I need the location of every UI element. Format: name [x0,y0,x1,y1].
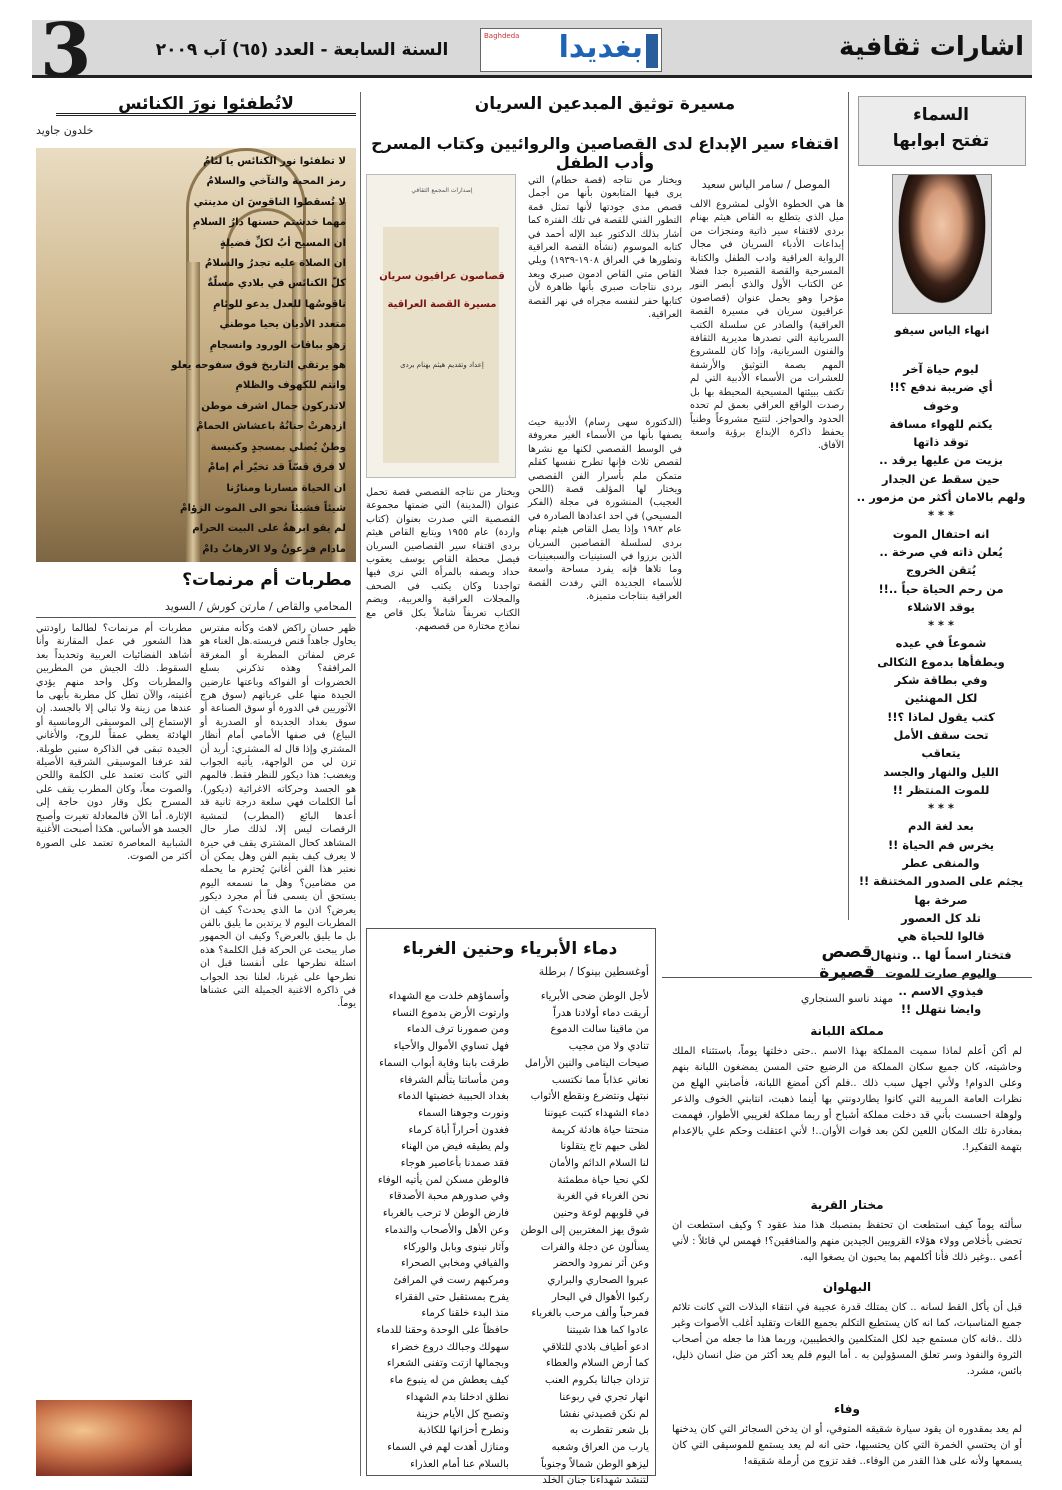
article-subheadline: اقتفاء سير الإبداع لدى القصاصين والروائيين وكتاب المسرح وأدب الطفل [371,134,839,172]
poem-line: واليوم صارت للموت [885,965,997,980]
poem-line: صرخة بها [914,892,968,907]
poem-line: أريقت دماء أولادنا هدراً [553,1007,649,1019]
issue-line: السنة السابعة - العدد (٦٥) آب ٢٠٠٩ [155,40,449,60]
poem-line: ويطفأها بدموع الثكالى [877,654,1005,669]
sky-poem-article [852,92,1032,1017]
poem-line: ليزهو الوطن شمالاً وجنوباً [540,1458,649,1470]
poem-line: في قلوبهم لوعة وحنين [553,1208,649,1220]
poem-line: من رحم الحياة حياً ..!! [878,581,1004,596]
poem-line: لكي نحيا حياة مطمئنة [557,1174,649,1186]
poem-line: تلد كل العصور [901,910,981,925]
poem-line: وأسماؤهم خلدت مع الشهداء [388,991,509,1002]
poem-line: لظى حبهم تاج يتقلونا [560,1141,649,1153]
poem-author: أوغسطين بينوكا / برطلة [538,965,649,978]
poem-line: توقد ذاتها [913,435,969,450]
poem-line: سهولك وجبالك دروع خضراء [391,1341,509,1353]
poem-title: دماء الأبرياء وحنين الغرباء [402,939,618,959]
poem-line: كيف يعطش من له ينبوع ماء [389,1375,509,1387]
poem-line: انه احتفال الموت [892,526,990,541]
poem-line: كما أرض السلام والعطاء [545,1358,649,1370]
poem-line: مهما خدشتم حسنها دارُ السلامِ [192,217,346,229]
book-subtitle: مسيرة القصة العراقية [387,299,497,310]
poem-line: لاتدركون جمال اشرف موطن [201,400,346,412]
article-byline: المحامي والقاص / مارتن كورش / السويد [36,600,356,618]
story-body: قبل أن يأكل القط لسانه .. كان يمتلك قدرة عجيبة في انتقاء البذلات التي كانت تلائم جميع المناسبات، كما انه كان يستطيع التكلم بجميع اللغات وتقليد أغلب الأصوات وغير ذلك ..فانه كان مستمع جيد لكل المتكلمين والخطيبين، وربما هذا ما جعله من أصحاب الثروة والنفوذ وسر تعلق المسؤولين به . أما اليوم فلم يعد أكثر من ضل انسان ذليل، بائس، مشرد. [672,1302,1022,1377]
poem-line: لكل المهنئين [904,691,978,706]
short-stories-article [662,928,1032,1476]
poem-line: تحت سقف الأمل [893,727,989,742]
poem-line: لا تُسقطوا الناقوسَ ان مدينتي [193,196,346,208]
poem-line: لم نكن قصيدتي نفشا [559,1408,649,1420]
poem-line: يكتم للهواء مسافة [889,416,993,431]
poem-line: وعن أثر نمرود والحضر [553,1258,649,1270]
poem-lines [126,152,346,560]
stories-section-label: قصص قصيرة [819,942,875,982]
book-title: قصاصون عراقيون سريان [379,271,505,282]
story-body: لم يعد بمقدوره ان يقود سيارة شقيقه المتوفي، أو ان يدخن السجائر التي كان يدخنها أو ان يحتسي الخمرة التي كان يحتسيها، حتى انه لم يعد يستمع للموسيقى التي كان يسمعها ولأنه على هذا القدر من الوفاء.. فقد تزوج من أرملة شقيقه! [672,1424,1022,1467]
poem-line: يوقد الاشلاء [907,599,975,614]
book-editor: إعداد وتقديم هيثم بهنام بردى [400,361,484,369]
poem-line: عبروا الصحاري والبراري [547,1274,649,1286]
poem-line: فتختار اسماً لها .. وتنهال [870,947,1012,962]
article-headline: مطربات أم مرنمات؟ [182,570,352,590]
poem-line: بالسلام عنا أمام العذراء [410,1458,509,1470]
poem-line: فيذوي الاسم .. [898,984,984,999]
poem-line: عادوا كما هذا شيبتنا [566,1325,649,1337]
poem-line: ونطرح أحزانها للكاذبة [417,1425,509,1437]
poem-line: ومن مأساتنا يتألم الشرفاء [399,1074,509,1086]
poem-line: للموت المنتظر !! [892,782,990,797]
poem-line: ومركبهم رست في المرافئ [393,1274,509,1286]
poem-line: كتب يقول لماذا ؟!! [887,709,995,724]
poem-line: فقد صمدنا بأعاصير هوجاء [400,1158,509,1170]
poem-column-left [373,989,509,1469]
poem-line: من ماقينا سالت الدموع [550,1024,649,1036]
column-divider [360,92,361,1476]
poem-line: وانتم للكهوف والظلامِ [235,380,346,392]
article-byline: الموصل / سامر الياس سعيد [701,178,831,191]
poem-line: لا تطفئوا نور الكنائس يا لئامُ [203,156,346,167]
poem-line: لأجل الوطن ضحى الأبرياء [540,991,649,1002]
poem-line: ولم يطيقه فيض من الهناء [401,1141,509,1153]
poem-line: لم يقو ابرهةُ على البيت الحرام [192,523,346,535]
poem-line: بعد لغة الدم [908,819,974,834]
poem-line: بغداد الحبيبة خضبتها الدماء [397,1091,509,1103]
poem-line: هو يرتقي التاريخ فوق سفوحه يعلو [171,360,346,372]
poem-line: تزدان جبالنا بكروم العنب [544,1375,649,1387]
poem-line: يُعلن ذاته في صرخة .. [879,544,1003,559]
poem-line: * * * [928,508,954,523]
poem-line: والفيافي ومخابي الصحراء [401,1258,509,1270]
poem-line: يُتقن الخروج [905,563,977,578]
syrian-creators-article [366,92,844,920]
newspaper-logo [480,28,662,72]
article-column: ها هي الخطوة الأولى لمشروع الالف ميل الذي يتطلع به القاص هيثم بهنام بردى لاقتفاء سير ذاتية ومنجزات من إبداعات الأدباء السريان في مجال الرواية العراقية وادب الطفل والكتابة المسرحية والقصة القصيرة جدا فضلا عن الكتاب الأول والذي أبصر النور مؤخرا وهو يحمل عنوان (قصاصون عراقيون سريان في مسيرة القصة العراقية) والصادر عن سلسلة الكتب السريانية التي تصدرها مديرية الثقافة والفنون السريانية، وإذا كان للمشروع المهم بصمة التوثيق والأرشفة للعشرات من الأسماء الأدبية التي لم تكتف ببيئتها المسيحية المحيطة بها بل رصدت الواقع العراقي بعمق لم تحده الحدود والحواجز. لتتيح مشروعاً وطنياً يحفظ ذاكرة الإبداع برؤية واسعة الآفاق. [690,199,844,452]
article-headline: مسيرة توثيق المبدعين السريان [474,94,736,114]
poem-line: يسألون عن دجلة والفرات [540,1241,649,1253]
story-title: وفاء [834,1402,860,1416]
poem-line: وارتوت الأرض بدموع النساء [392,1007,509,1019]
book-cover-panel [383,227,499,463]
poem-line: حين سقط عن الجدار [881,471,1001,486]
poem-article [36,92,356,562]
poem-line: قالوا للحياة هي [897,929,985,944]
poem-line: منحتنا حياة هادئة كريمة [551,1124,649,1136]
poem-line: ومن صمورنا ترف الدماء [406,1024,509,1036]
poem-line: فارض الوطن لا ترحب بالغرباء [382,1208,509,1220]
poem-line: ليوم حياة آخر [903,362,979,376]
sky-poem-title-box [858,96,1026,166]
mutribat-article [36,570,356,1476]
sky-poem-title-line2: تفتح ابوابها [892,131,990,151]
poem-line: وفي بطاقة شكر [894,673,988,688]
section-title: اشارات ثقافية [839,32,1024,62]
poem-line: والمنفى عطر [902,856,980,871]
poem-line: نعاني عذاباً مما نكتسب [551,1074,649,1086]
poem-line: نطلق ادخلنا بدم الشهداء [405,1391,509,1403]
singer-photo [36,1400,192,1476]
story-body: سألته يوماً كيف استطعت ان تحتفظ بمنصبك هذا منذ عقود ؟ وكيف استطعت ان تحضى بأخلاص وولاء هؤلاء القرويين الجيدين منهم والمنافقين؟! فهمس لي قائلاً : لأني أعمى ..وغير ذلك فأنا أكلمهم بما يحبون ان يصغوا اليه. [672,1220,1022,1263]
poem-line: لا فرق قسّاً قد تخيّر أم إمامْ [207,462,346,474]
stories-author: مهند ناسو السنجاري [800,992,894,1005]
poem-line: صيحات اليتامى والنين الأرامل [524,1057,649,1069]
poem-line: زهو بباقات الورود وانسجامِ [209,339,346,351]
poem-line: أي ضريبة ندفع ؟!! [889,380,993,395]
poem-author: خلدون جاويد [36,124,94,137]
poem-line: رمز المحبة والتآخي والسلامُ [206,176,346,188]
stories-header [662,928,1032,982]
poem-line: بل شعر تقطرت به [569,1425,649,1437]
poem-line: يجثم على الصدور المختنقة !! [858,874,1024,889]
article-column: ويختار من نتاجه (قصة حطام) التي يرى فيها المتابعون بأنها من أجمل قصص مدى جودتها لأنها تمثل قمة التطور الفني للقصة في تلك الفترة كما أشار بذلك الدكتور عبد الإله أحمد في كتابه الموسوم (نشأة القصة العراقية وتطورها في العراق ١٩٠٨-١٩٣٩) ويلي القاص متي القاص ادمون صبري ويعد بردى نتاجات صبري بأنها ظاهرة لأن كتابها حفر لنفسه مجراه في نهر القصة العراقية. [528,175,682,321]
poem-line: وعن الأهل والأصحاب والندماء [384,1224,509,1236]
page-header [32,8,1032,94]
logo-wordmark: بغديدا [558,30,643,65]
poem-line: تنادي ولا من مجيب [568,1041,649,1053]
poet-photo [892,174,992,314]
poem-line: فغدون أحراراً أباة كرماء [408,1124,509,1136]
poem-line: وخوف [923,398,959,413]
poem-line: حافظاً على الوحدة وحقنا للدماء [376,1325,509,1337]
poem-line: ازدهرتْ جنانُهُ باعشاش الحمامْ [196,421,346,433]
column-divider [848,92,849,920]
poem-line: ان الحياة مسارنا ومنارُنا [226,482,346,494]
poem-line: لتنشد شهداءنا جنان الخلد [542,1475,649,1487]
article-column: ظهر حسان راكض لاهث وكأنه مفترس يحاول جاهداً قنص فريسته.هل الغناء هو عرض لمفاتن المطربة أو المغرقة المرافقة؟ وهذه تذكرني بسلع الخضروات أو الفواكه وباعتها عارضين الجيدة منها على عرباتهم (سوق هرج الآثوريين في الدورة أو سوق الصناعة أو سوق بغداد الجديدة أو الصدرية أو البياع) في صفها الأمامي أمام أنظار المشتري وإذا قال له المشتري: أريد أن تزن لي من الواجهة، يأتيه الجواب ويغضب: هذا ديكور للنظر فقط. فالمهم هو الجسد وحركاته الاغرائية (ديكور). أما الكلمات فهي سلعة درجة ثانية قد أعدها البائع (المطرب) لتمشية الرقصات ليس إلا، لذلك صار حال المشاهد كحال المشتري يقف في حيرة لا يعرف كيف يقيم الفن وهل يمكن أن نعتبر هذا الفن أغانيَ يُحترم ما يحمله من مضامين؟ وهل ما نسمعه اليوم يستحق أن يسمى فناً أم مجرد ديكور يعرض؟ اذن ما الذي يحدث؟ كيف ان المطربات اليوم لا يرتدين ما يليق بالفن بل ما يليق بالعرض؟ وكيف ان الجمهور صار يبحث عن الحركة قبل الكلمة؟ هذه اسئلة نطرحها على أنفسنا قبل ان نطرحها على غيرنا، لعلنا نجد الجواب في ذاكرة الاغنية الجميلة التي عشناها يوماً. [200,623,356,1010]
poem-line: يتعاقب [921,746,961,761]
poem-column-right [513,989,649,1487]
poem-line: يارب من العراق وشعبه [551,1441,649,1453]
poem-line: وطنٌ يُصلي بمسجدٍ وكنيسة [210,441,346,453]
poem-line: وتصبح كل الأيام حزينة [416,1408,509,1420]
poem-line: وآثار نينوى وبابل والوركاء [403,1241,509,1253]
blood-poem-article [366,928,656,1487]
poem-title: لاتُطفئوا نورَ الكنائس [56,94,356,116]
poem-line: يخرس فم الحياة !! [887,837,994,852]
poem-line: طرقت بابنا وفاية أبواب السماء [379,1057,509,1069]
poem-line: نبتهل ونتضرع ونقطع الأثواب [530,1091,649,1103]
poem-line: وايضا نتهلل !! [900,1002,982,1017]
story-title: البهلوان [822,1280,872,1294]
book-publisher: إصدارات المجمع الثقافي [411,187,473,194]
poem-line: ومنازل أهدت لهم في السماء [387,1441,509,1453]
page-number: 3 [40,8,92,94]
poem-line: ادعو أطياف بلادي للتلاقي [542,1341,649,1353]
poem-line: فالوطن مسكن لمن يأتيه الوفاء [377,1174,509,1186]
poem-line: وبجمالها ازتت وتفنى الشعراء [386,1358,509,1370]
article-column: مطربات أم مرنمات؟ لطالما راودتني هذا الشعور في عمل المقارنة وأنا أشاهد الفضائيات العربية وتحديداً بعد السقوط. ذلك الجيش من المطربين والمطربات وكل واحد منهم يؤدي أغنيته، والآن تطل كل مطربة بأبهى ما عندها من زينة ولا تبالي إلا بالجسد. إن الإستماع إلى الموسيقى الرومانسية أو الهادئة يعطي عمقاً للروح، والأغاني الجيدة تبقى في الذاكرة سنين طويلة. لقد عرفنا الموسيقى الشرقية الأصيلة التي كانت تعتمد على الكلمة واللحن والصوت معاً، وكان المطرب يقف على المسرح بكل وقار دون حاجة إلى الإثارة. أما الآن فالمعادلة تغيرت وأصبح الجسد هو الأساس. هكذا أصبحت الأغنية الشبابية المعاصرة تعتمد على الصورة أكثر من الصوت. [36,623,192,862]
sky-poem-lines [854,360,1028,1019]
story-body: لم أكن أعلم لماذا سميت المملكة بهذا الاسم ..حتى دخلتها يوماً، باستثناء الملك وحاشيته، كان جميع سكان المملكة من الرضيع حتى المسن يمضغون اللبانة بنهم وعلى الدوام! ولأني اجهل سبب ذلك ..فلم أكن أمضغ اللبانة، فأصابني الهلع من نظرات العامة المريبة التي كانوا يطاردونني بها أينما ذهبت، انتابني الخوف والذعر ولوهلة احسست بأني قد دخلت مملكة أشباح أو ربما مملكة لغريبي الأطوار، فهممت بمغادرة تلك المكان اللعين لكن بعد فوات الأوان..! لأني اعتقلت وحكم علي بالإعدام بتهمة التفكير!. [672,1046,1022,1153]
poem-line: ولهم بالامان أكثر من مزمور .. [856,490,1026,505]
poet-name: انهاء الياس سيفو [894,324,990,337]
poem-line: ان الصلاة عليه تجدرُ والسلامُ [204,258,346,270]
poem-line: بزيت من عليها يرقد .. [879,453,1003,468]
poem-line: ان المسيح أبٌ لكلِّ فضيلةٍ [219,237,346,249]
poem-line: وفي صدورهم محبة الأصدقاء [389,1191,509,1203]
sky-poem-title-line1: السماء [913,105,969,125]
poem-line: انهار تجري في ربوعنا [559,1391,649,1403]
poem-line: فمرحباً وألف مرحب بالغرباء [531,1308,649,1320]
poem-line: * * * [928,618,954,633]
poem-line: كلّ الكنائس في بلادي مسلّةٌ [207,278,346,290]
book-cover-image [366,174,516,478]
poem-line: ناقوسُها للعدل يدعو للوئامِ [213,298,346,310]
poem-line: شيئاً فشيئاً نحو الى الموت الزؤامْ [180,502,346,514]
poem-line: فهل تساوي الأموال والأحياء [393,1041,509,1053]
poem-line: نحن الغرباء في الغربة [556,1191,649,1203]
logo-tagline: Baghdeda [484,32,520,40]
poem-line: دماء الشهداء كتبت عيوننا [544,1107,649,1119]
story-title: مختار القرية [810,1198,884,1212]
poem-line: لنا السلام الدائم والأمان [549,1158,649,1170]
poem-line: منذ البدء خلقنا كرماء [421,1308,509,1320]
article-column: (الدكتورة سهى رسام) الأدبية حيث يصفها بأنها من الأسماء الغير معروفة في الوسط القصصي لكنها مع نشرها لقصص ثلاث فإنها تطرح نفسها كقلم متمكن ملم بأسرار الفن القصصي ويختار لها المؤلف قصة (اللحن العجيب) المنشورة في مجلة (الفكر المسيحي) في احد اعدادها الصادرة في عام ١٩٨٢ وإذا يصل القاص هيثم بهنام بردى لسلسلة القصاصين السريان الذين برزوا في الستينيات والسبعينيات وما تلاها فإنه يفرد مساحة واسعة للأسماء الجديدة التي رفدت القصة العراقية بنتاجات متميزة. [528,417,682,603]
poem-line: يفرح بمستقبل حتى الفقراء [394,1291,509,1303]
church-tower-icon [646,34,658,68]
poem-line: الليل والنهار والجسد [883,764,999,779]
poem-line: شوق يهز المغتربين إلى الوطن [520,1224,649,1236]
poem-line: مادام فرعونُ ولا الارهابُ دامْ [202,543,346,555]
poem-line: * * * [928,801,954,816]
poem-line: ونورت وجوهنا السماء [418,1107,509,1119]
article-column: ويختار من نتاجه القصصي قصة تحمل عنوان (المدينة) التي ضمتها مجموعة القصصية التي صدرت بعنوان (كتاب واردة) عام ١٩٥٥ ويتابع القاص هيثم بردى اقتفاء سير القصاصين السريان فيصل محطة القاص يوسف يعقوب حداد ويصفه بالمرأة التي نرى فيها تواجدنا وكان يكتب في الصحف والمجلات العراقية والعربية، ويضم الكتاب تعريفاً شاملاً بكل قاص مع نماذج مختارة من قصصهم. [366,487,520,633]
poem-line: ركبوا الأهوال في البحار [551,1291,649,1303]
poem-line: متعدد الأديان يحيا موطني [219,319,346,331]
poem-line: شموعاً في عيده [895,636,987,651]
story-title: مملكة اللبانة [810,1024,884,1038]
